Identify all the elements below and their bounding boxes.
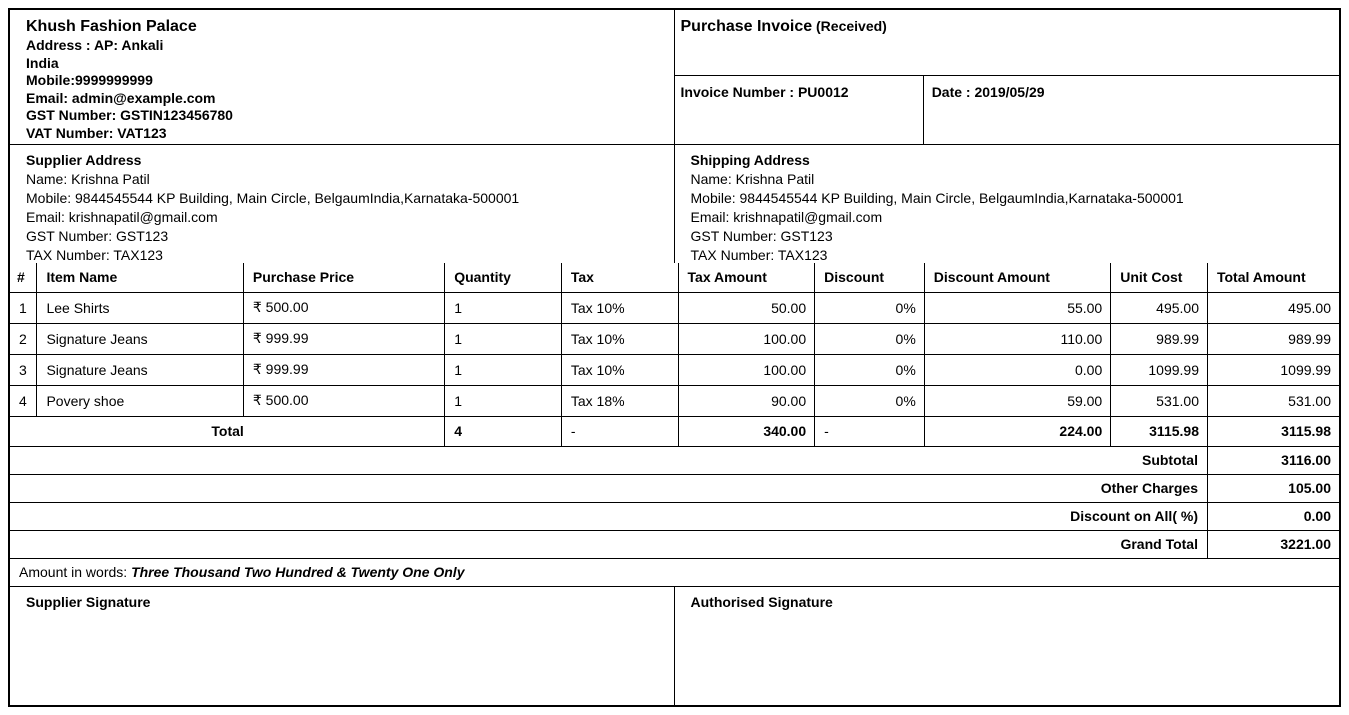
shipping-email: Email: krishnapatil@gmail.com <box>690 209 883 225</box>
cell-unit-cost: 531.00 <box>1111 385 1208 416</box>
address-section <box>10 145 1339 263</box>
shipping-address-heading: Shipping Address <box>690 152 810 168</box>
total-discount-dash: - <box>815 416 925 446</box>
cell-total-amount: 989.99 <box>1207 323 1339 354</box>
summary-row-subtotal <box>10 446 1339 474</box>
grand-total-value: 3221.00 <box>1207 530 1339 558</box>
cell-discount-amount: 0.00 <box>924 354 1110 385</box>
cell-discount: 0% <box>815 323 925 354</box>
company-gst-number: GST Number: GSTIN123456780 <box>26 107 233 123</box>
column-header-discount-amount: Discount Amount <box>924 263 1110 292</box>
column-header-quantity: Quantity <box>445 263 562 292</box>
total-amount: 3115.98 <box>1207 416 1339 446</box>
supplier-mobile: Mobile: 9844545544 KP Building, Main Circle, BelgaumIndia,Karnataka-500001 <box>26 190 520 206</box>
cell-unit-cost: 495.00 <box>1111 292 1208 323</box>
total-discount-amount: 224.00 <box>924 416 1110 446</box>
column-header-purchase-price: Purchase Price <box>243 263 444 292</box>
company-email: Email: admin@example.com <box>26 89 216 106</box>
cell-index: 4 <box>10 385 37 416</box>
cell-unit-cost: 989.99 <box>1111 323 1208 354</box>
cell-discount: 0% <box>815 354 925 385</box>
cell-item-name: Lee Shirts <box>37 292 243 323</box>
cell-tax-amount: 100.00 <box>678 323 815 354</box>
supplier-signature-box <box>10 587 675 706</box>
cell-purchase-price: ₹ 999.99 <box>243 354 444 385</box>
amount-in-words-label: Amount in words: <box>19 564 128 580</box>
cell-tax: Tax 10% <box>561 354 678 385</box>
column-header-total-amount: Total Amount <box>1207 263 1339 292</box>
cell-index: 2 <box>10 323 37 354</box>
cell-discount-amount: 55.00 <box>924 292 1110 323</box>
column-header-index: # <box>10 263 37 292</box>
table-total-row <box>10 416 1339 446</box>
item-row <box>10 354 1339 385</box>
cell-tax: Tax 18% <box>561 385 678 416</box>
cell-item-name: Signature Jeans <box>37 323 243 354</box>
cell-tax-amount: 90.00 <box>678 385 815 416</box>
supplier-name: Name: Krishna Patil <box>26 171 150 187</box>
cell-discount: 0% <box>815 385 925 416</box>
company-address-line1: Address : AP: Ankali <box>26 37 164 53</box>
signature-section <box>10 587 1339 706</box>
cell-discount-amount: 59.00 <box>924 385 1110 416</box>
other-charges-value: 105.00 <box>1207 474 1339 502</box>
column-header-item-name: Item Name <box>37 263 243 292</box>
discount-on-all-value: 0.00 <box>1207 502 1339 530</box>
item-row <box>10 292 1339 323</box>
supplier-address-block <box>10 145 675 263</box>
invoice-number: Invoice Number : PU0012 <box>675 76 924 144</box>
invoice-meta-row <box>675 76 1340 144</box>
shipping-address-block <box>675 145 1340 263</box>
shipping-gst-number: GST Number: GST123 <box>690 228 833 244</box>
column-header-discount: Discount <box>815 263 925 292</box>
items-table <box>10 263 1339 587</box>
other-charges-label: Other Charges <box>10 474 1207 502</box>
cell-purchase-price: ₹ 500.00 <box>243 385 444 416</box>
cell-item-name: Povery shoe <box>37 385 243 416</box>
cell-item-name: Signature Jeans <box>37 354 243 385</box>
subtotal-label: Subtotal <box>10 446 1207 474</box>
cell-quantity: 1 <box>445 354 562 385</box>
total-label: Total <box>10 416 445 446</box>
amount-in-words-row <box>10 558 1339 586</box>
summary-row-discount-on-all <box>10 502 1339 530</box>
cell-total-amount: 1099.99 <box>1207 354 1339 385</box>
cell-discount-amount: 110.00 <box>924 323 1110 354</box>
company-name: Khush Fashion Palace <box>26 18 197 35</box>
cell-purchase-price: ₹ 999.99 <box>243 323 444 354</box>
table-header-row <box>10 263 1339 292</box>
shipping-mobile: Mobile: 9844545544 KP Building, Main Circle, BelgaumIndia,Karnataka-500001 <box>690 190 1184 206</box>
purchase-invoice-document <box>8 8 1341 707</box>
company-mobile: Mobile:9999999999 <box>26 72 153 88</box>
cell-discount: 0% <box>815 292 925 323</box>
cell-purchase-price: ₹ 500.00 <box>243 292 444 323</box>
invoice-header <box>675 10 1340 144</box>
invoice-title: Purchase Invoice <box>680 18 813 35</box>
column-header-unit-cost: Unit Cost <box>1111 263 1208 292</box>
subtotal-value: 3116.00 <box>1207 446 1339 474</box>
invoice-title-cell <box>675 10 1340 76</box>
discount-on-all-label: Discount on All( %) <box>10 502 1207 530</box>
item-row <box>10 385 1339 416</box>
invoice-date: Date : 2019/05/29 <box>931 84 1045 100</box>
cell-quantity: 1 <box>445 385 562 416</box>
supplier-gst-number: GST Number: GST123 <box>26 228 169 244</box>
shipping-name: Name: Krishna Patil <box>690 171 815 187</box>
cell-unit-cost: 1099.99 <box>1111 354 1208 385</box>
cell-tax-amount: 100.00 <box>678 354 815 385</box>
amount-in-words-cell <box>10 558 1339 586</box>
total-tax-dash: - <box>561 416 678 446</box>
supplier-tax-number: TAX Number: TAX123 <box>26 247 163 263</box>
grand-total-label: Grand Total <box>10 530 1207 558</box>
item-row <box>10 323 1339 354</box>
shipping-tax-number: TAX Number: TAX123 <box>690 247 828 263</box>
cell-index: 3 <box>10 354 37 385</box>
total-unit-cost: 3115.98 <box>1111 416 1208 446</box>
cell-quantity: 1 <box>445 323 562 354</box>
cell-total-amount: 531.00 <box>1207 385 1339 416</box>
total-quantity: 4 <box>445 416 562 446</box>
authorised-signature-label: Authorised Signature <box>690 593 833 610</box>
authorised-signature-box <box>675 587 1340 706</box>
top-section <box>10 10 1339 145</box>
column-header-tax-amount: Tax Amount <box>678 263 815 292</box>
summary-row-other-charges <box>10 474 1339 502</box>
cell-quantity: 1 <box>445 292 562 323</box>
amount-in-words-value: Three Thousand Two Hundred & Twenty One Only <box>131 564 465 580</box>
company-address-line2: India <box>26 54 59 71</box>
summary-row-grand-total <box>10 530 1339 558</box>
supplier-signature-label: Supplier Signature <box>26 593 151 610</box>
supplier-address-heading: Supplier Address <box>26 152 142 168</box>
company-vat-number: VAT Number: VAT123 <box>26 124 167 141</box>
cell-index: 1 <box>10 292 37 323</box>
column-header-tax: Tax <box>561 263 678 292</box>
cell-tax: Tax 10% <box>561 292 678 323</box>
invoice-title-suffix: (Received) <box>816 18 887 34</box>
company-info <box>10 10 675 144</box>
cell-tax: Tax 10% <box>561 323 678 354</box>
total-tax-amount: 340.00 <box>678 416 815 446</box>
cell-total-amount: 495.00 <box>1207 292 1339 323</box>
supplier-email: Email: krishnapatil@gmail.com <box>26 209 218 225</box>
cell-tax-amount: 50.00 <box>678 292 815 323</box>
